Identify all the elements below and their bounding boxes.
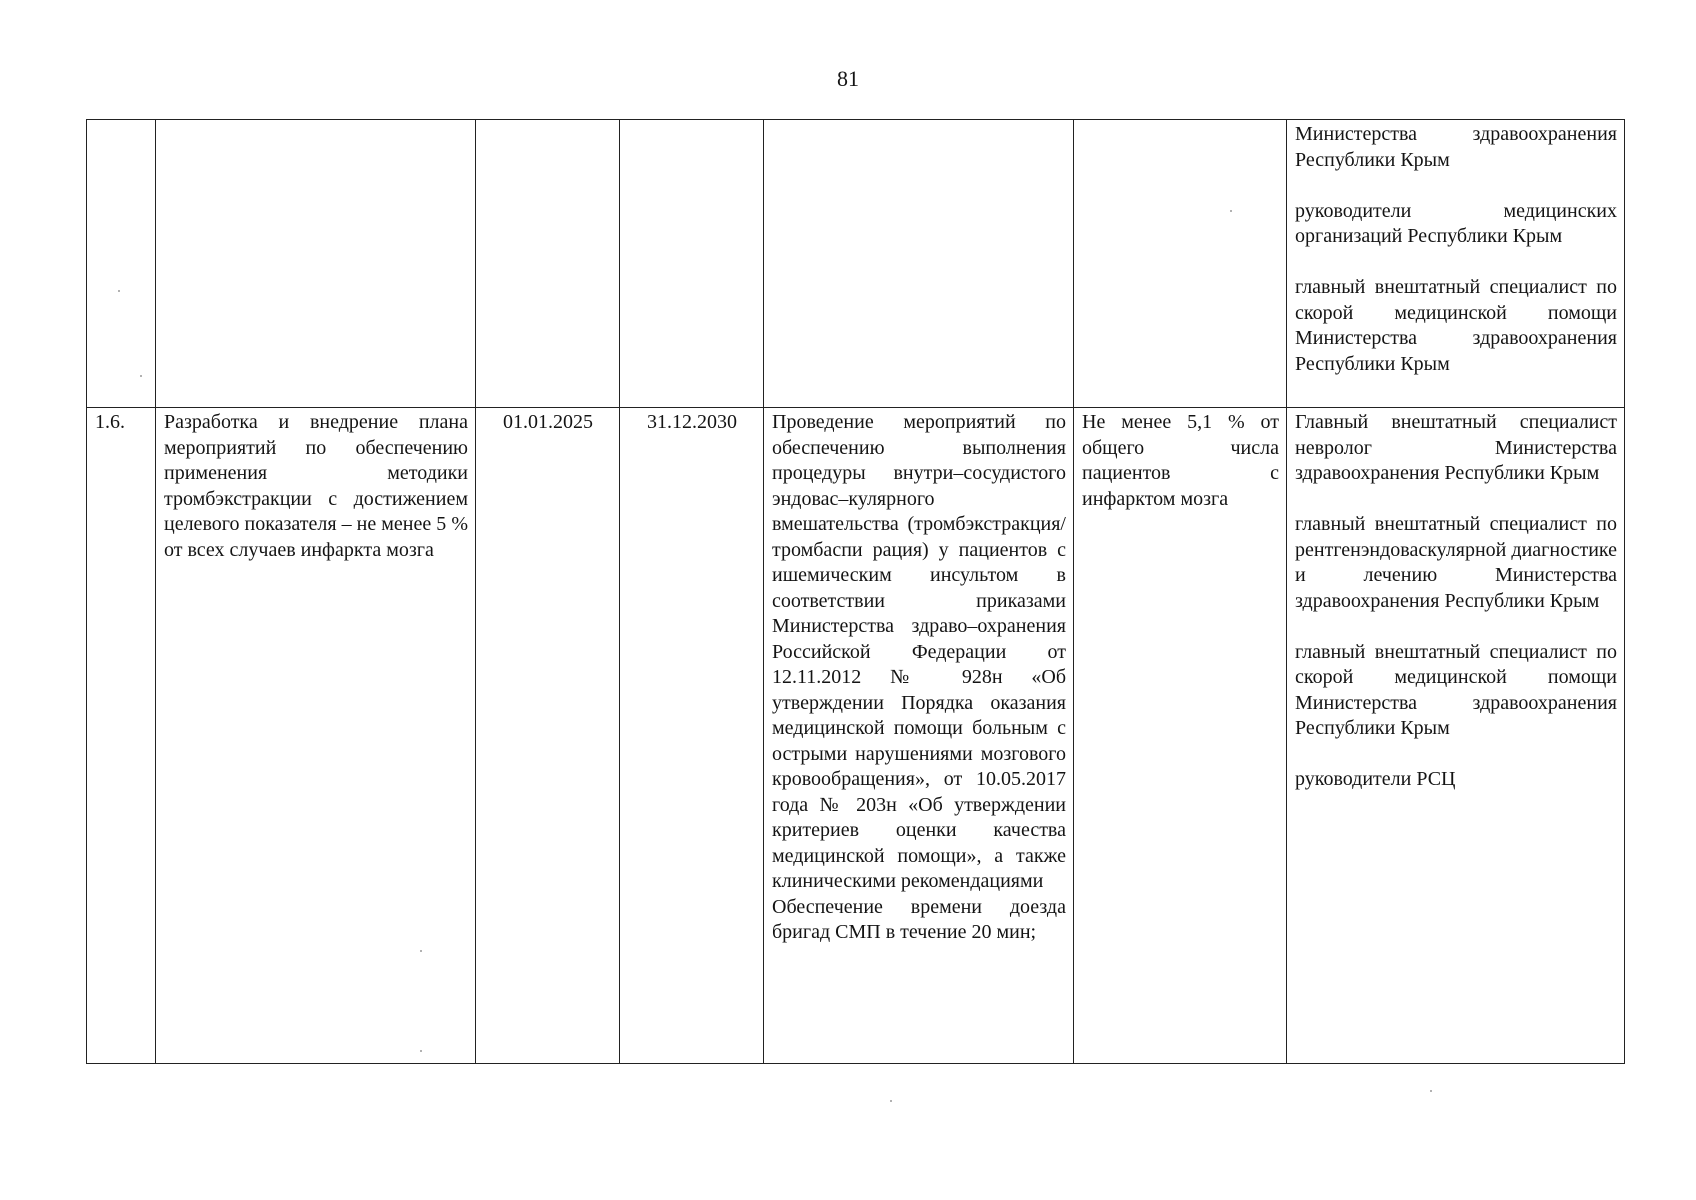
- cell-start-date: [476, 408, 620, 1064]
- cell-responsible: [1287, 408, 1625, 1064]
- start-date: 01.01.2025: [503, 411, 593, 433]
- cell-name: [156, 120, 476, 408]
- responsible-item: Министерства здравоохранения Республики Крым: [1295, 123, 1617, 171]
- responsible-item: главный внештатный специалист по скорой медицинской помощи Министерства здравоохранения Республики Крым: [1295, 640, 1617, 739]
- cell-responsible: [1287, 120, 1625, 408]
- scan-speck: [420, 1050, 422, 1052]
- cell-name: [156, 408, 476, 1064]
- scan-speck: [118, 290, 120, 292]
- cell-number: [87, 408, 156, 1064]
- responsible-item: главный внештатный специалист по рентгенэндоваскулярной диагностике и лечению Министерства здравоохранения Республики Крым: [1295, 513, 1617, 612]
- measure-description: Проведение мероприятий по обеспечению выполнения процедуры внутри–сосудистого эндовас–кулярного вмешательства (тромбэкстракция/тромбаспи рация) у пациентов с ишемическим инсультом в соответствии приказами Министерства здраво–охранения Российской Федерации от 12.11.2012 № 928н «Об утверждении Порядка оказания медицинской помощи больным с острыми нарушениями мозгового кровообращения», от 10.05.2017 года № 203н «Об утверждении критериев оценки качества медицинской помощи», а также клиническими рекомендациями: [772, 411, 1066, 892]
- scan-speck: [890, 1100, 892, 1102]
- scan-speck: [140, 375, 142, 377]
- responsible-item: руководители медицинских организаций Республики Крым: [1295, 199, 1617, 247]
- measure-name: Разработка и внедрение плана мероприятий по обеспечению применения методики тромбэкстракции с достижением целевого показателя – не менее 5 % от всех случаев инфаркта мозга: [164, 411, 468, 561]
- cell-number: [87, 120, 156, 408]
- responsible-item: руководители РСЦ: [1295, 768, 1456, 790]
- cell-description: [764, 408, 1074, 1064]
- row-number: 1.6.: [95, 411, 125, 433]
- cell-end-date: [620, 120, 764, 408]
- cell-start-date: [476, 120, 620, 408]
- page-number: 81: [837, 66, 859, 91]
- measures-table: [86, 119, 1625, 1064]
- cell-indicator: [1074, 408, 1287, 1064]
- responsible-item: главный внештатный специалист по скорой медицинской помощи Министерства здравоохранения Республики Крым: [1295, 276, 1617, 375]
- cell-end-date: [620, 408, 764, 1064]
- end-date: 31.12.2030: [647, 411, 737, 433]
- scan-speck: [1430, 1090, 1432, 1092]
- measure-description-extra: Обеспечение времени доезда бригад СМП в течение 20 мин;: [772, 895, 1066, 943]
- cell-description: [764, 120, 1074, 408]
- target-indicator: Не менее 5,1 % от общего числа пациентов с инфарктом мозга: [1082, 411, 1279, 510]
- cell-indicator: [1074, 120, 1287, 408]
- scan-speck: [1230, 210, 1232, 212]
- table-row-continuation: [87, 120, 1625, 408]
- responsible-item: Главный внештатный специалист невролог Министерства здравоохранения Республики Крым: [1295, 411, 1617, 484]
- scan-speck: [420, 950, 422, 952]
- table-row-1-6: [87, 408, 1625, 1064]
